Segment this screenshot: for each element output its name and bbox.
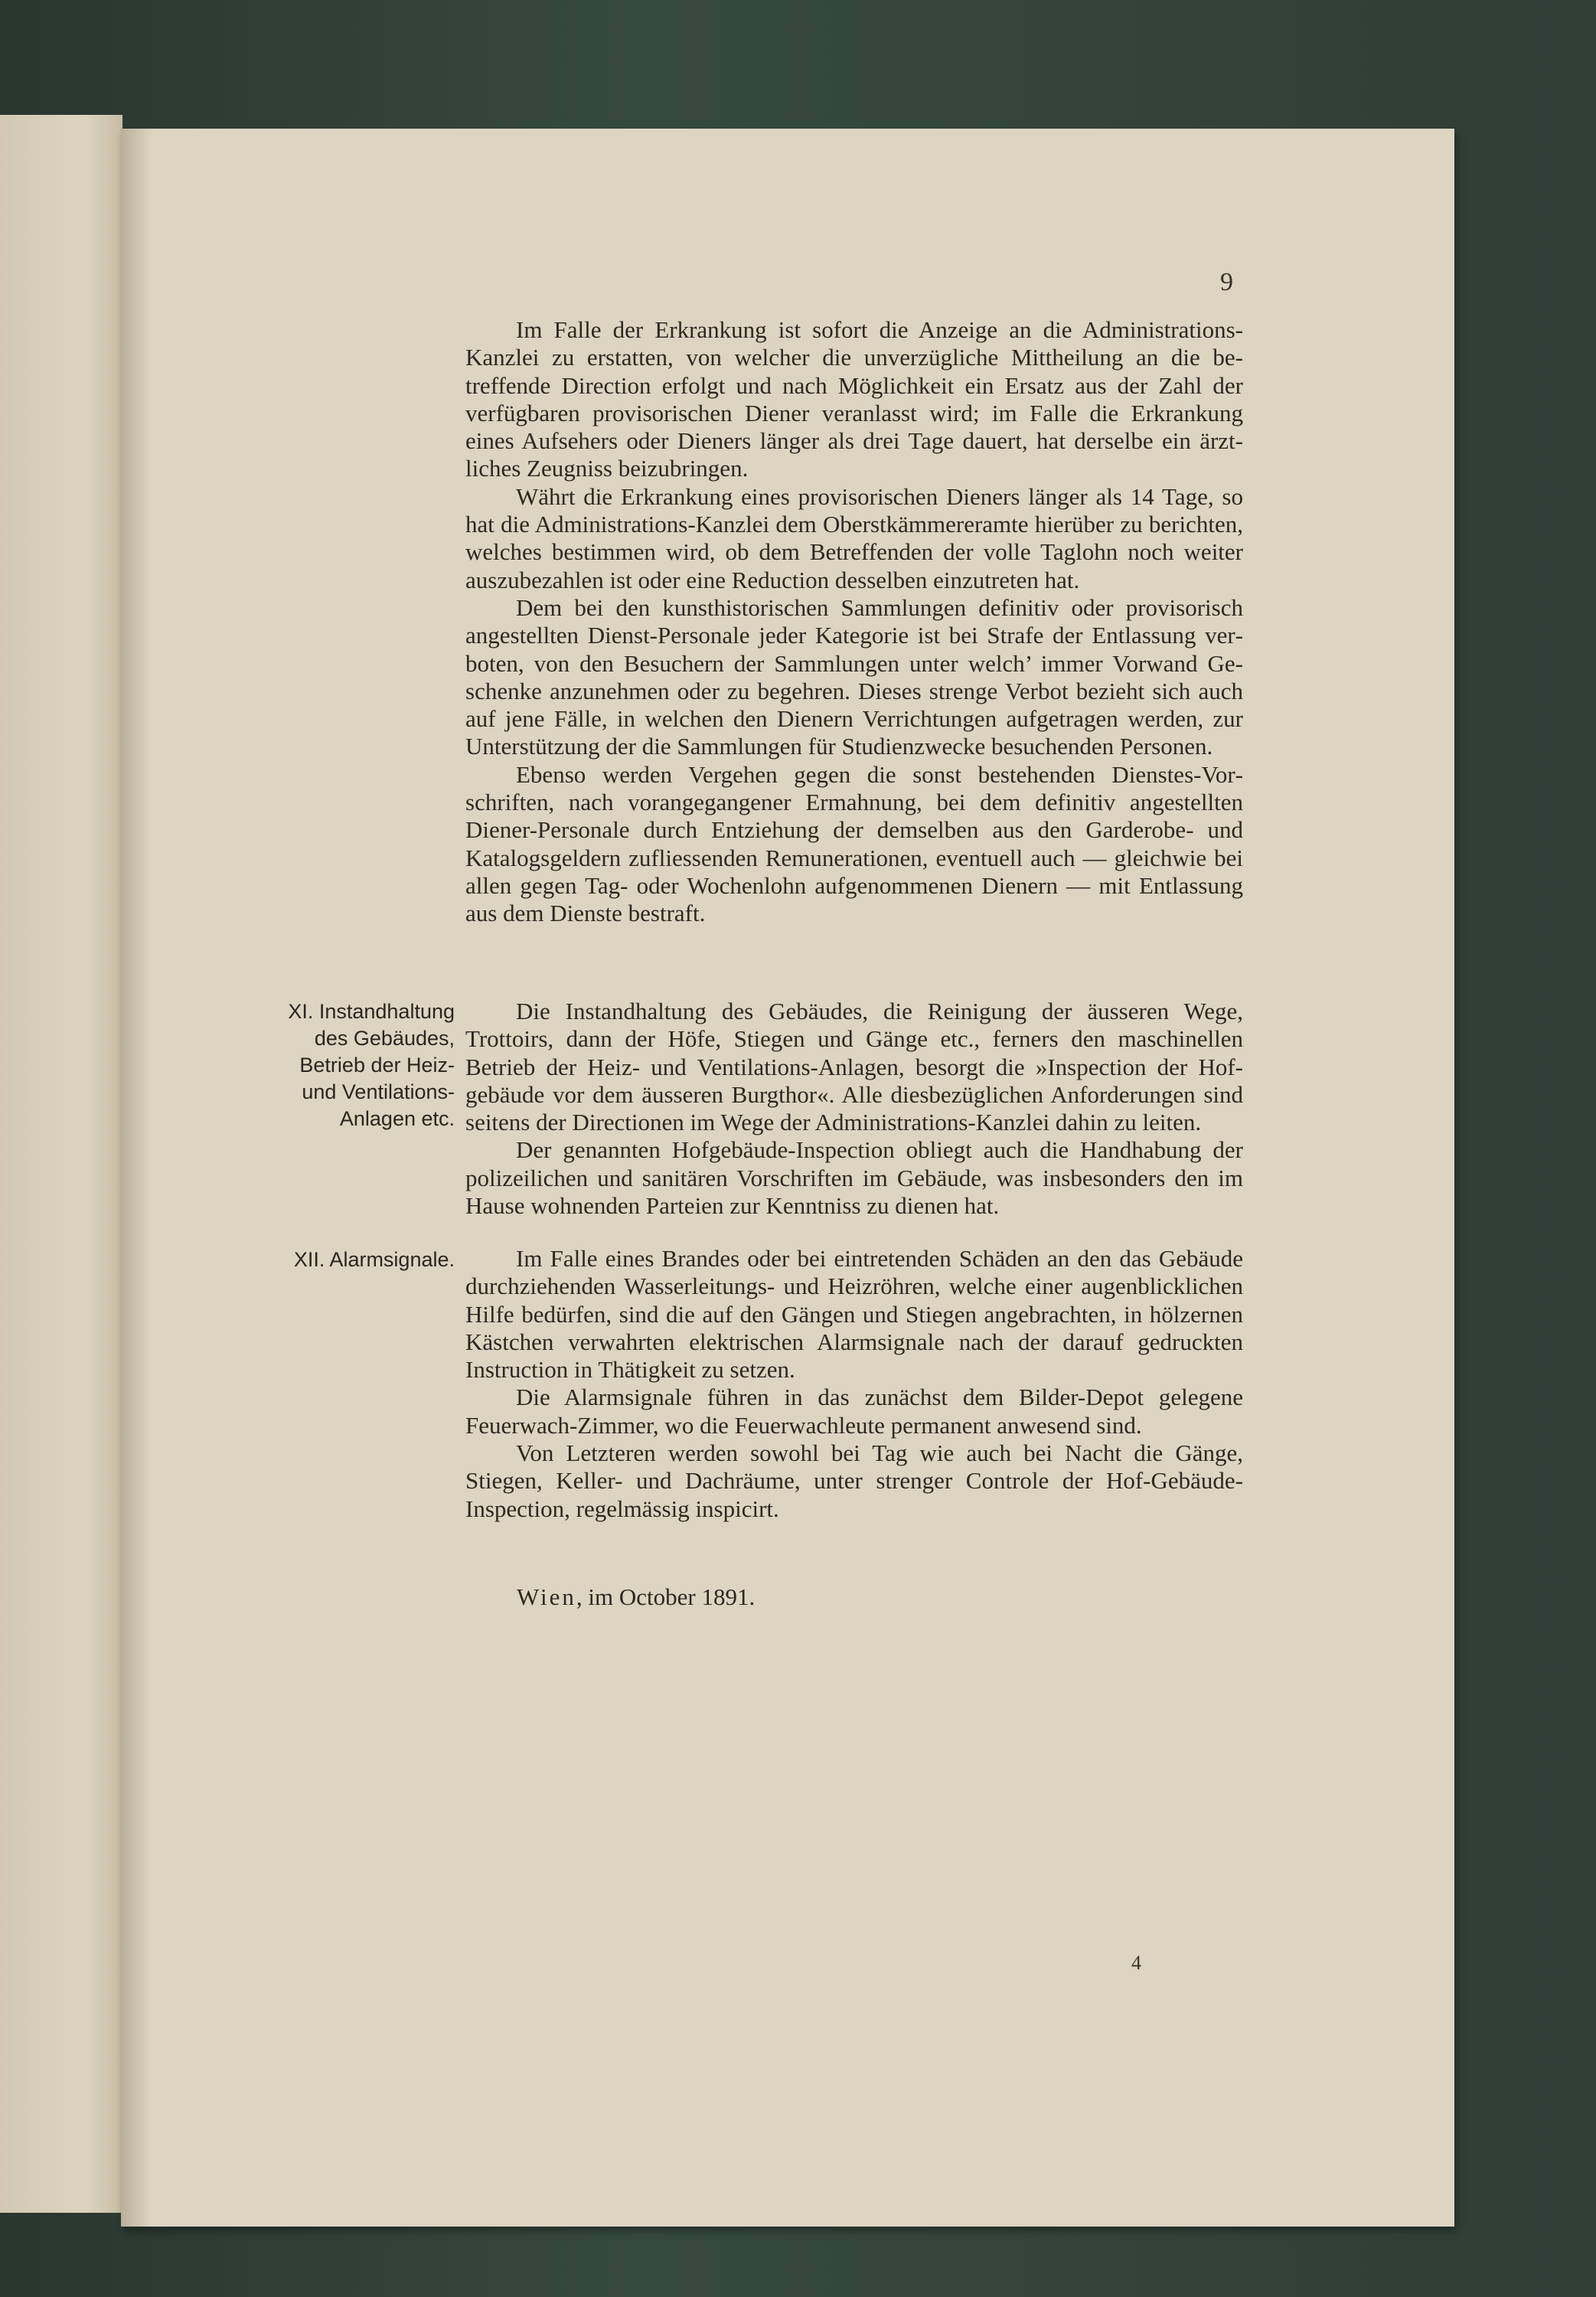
closing-date-line xyxy=(517,1583,976,1611)
heading-line: Betrieb der Heiz- xyxy=(299,1054,455,1077)
heading-line: und Ventilations- xyxy=(302,1080,455,1103)
heading-line: des Gebäudes, xyxy=(314,1027,455,1050)
gutter-shadow xyxy=(121,129,152,2227)
section-intro xyxy=(465,316,1243,928)
paragraph: Ebenso werden Vergehen gegen die sonst bestehenden Dienstes-Vorschriften, nach vorangegangener Ermahnung, bei dem definitiv angestellten Diener-Personale durch Entziehung der demselben aus den Garderobe- und Katalogsgeldern zufliessenden Remunerationen, eventuell auch — gleichwie bei allen gegen Tag- oder Wochenlohn aufgenommenen Dienern — mit Entlassung aus dem Dienste bestraft. xyxy=(465,760,1243,927)
paragraph: Von Letzteren werden sowohl bei Tag wie auch bei Nacht die Gänge, Stiegen, Keller- und Dachräume, unter strenger Controle der Hof-Gebäude-Inspection, regelmässig inspicirt. xyxy=(465,1439,1243,1522)
paragraph: Der genannten Hofgebäude-Inspection obliegt auch die Handhabung der polizeilichen und sanitären Vorschriften im Gebäude, was insbesonders den im Hause wohnenden Parteien zur Kenntniss zu dienen hat. xyxy=(465,1136,1243,1220)
paragraph: Im Falle der Erkrankung ist sofort die Anzeige an die Administrations-Kanzlei zu erstatten, von welcher die unverzügliche Mittheilung an die betreffende Direction erfolgt und nach Möglichkeit ein Ersatz aus der Zahl der verfügbaren provisorischen Diener veranlasst wird; im Falle die Erkrankung eines Aufsehers oder Dieners länger als drei Tage dauert, hat derselbe ein ärztliches Zeugniss beizubringen. xyxy=(465,316,1243,482)
closing-place: Wien xyxy=(517,1583,576,1610)
section-xi-text xyxy=(465,998,1243,1220)
section-xii-text xyxy=(465,1245,1243,1523)
page-number: 9 xyxy=(1220,268,1233,296)
section-xii-heading xyxy=(248,1247,455,1273)
paragraph: Im Falle eines Brandes oder bei eintretenden Schäden an den das Gebäude durchziehenden Wasserleitungs- und Heizröhren, welche einer augenblicklichen Hilfe bedürfen, sind die auf den Gängen und Stiegen angebrachten, in hölzernen Kästchen verwahrten elektrischen Alarmsignale nach der darauf gedruckten Instruction in Thätigkeit zu setzen. xyxy=(465,1245,1243,1384)
paragraph: Die Instandhaltung des Gebäudes, die Reinigung der äusseren Wege, Trottoirs, dann der Höfe, Stiegen und Gänge etc., ferners den maschinellen Betrieb der Heiz- und Ventilations-Anlagen, besorgt die »Inspection der Hofgebäude vor dem äusseren Burgthor«. Alle diesbezüglichen Anforderungen sind seitens der Directionen im Wege der Administrations-Kanzlei dahin zu leiten. xyxy=(465,998,1243,1136)
heading-line: Anlagen etc. xyxy=(339,1107,455,1130)
paragraph: Währt die Erkrankung eines provisorischen Dieners länger als 14 Tage, so hat die Administrations-Kanzlei dem Oberstkämmereramte hierüber zu berichten, welches bestimmen wird, ob dem Betreffenden der volle Taglohn noch weiter auszubezahlen ist oder eine Reduction desselben einzutreten hat. xyxy=(465,482,1243,593)
paragraph: Die Alarmsignale führen in das zunächst dem Bilder-Depot gelegene Feuerwach-Zimmer, wo die Feuerwachleute permanent anwesend sind. xyxy=(465,1384,1243,1439)
heading-line: XII. Alarmsignale. xyxy=(293,1248,455,1271)
section-xi-heading xyxy=(248,998,455,1132)
facing-page-edge xyxy=(0,115,122,2213)
document-page xyxy=(121,129,1454,2227)
closing-date: , im October 1891. xyxy=(576,1583,756,1610)
paragraph: Dem bei den kunsthistorischen Sammlungen definitiv oder provisorisch angestellten Dienst-Personale jeder Kategorie ist bei Strafe der Entlassung verboten, von den Besuchern der Sammlungen unter welch’ immer Vorwand Geschenke anzunehmen oder zu begehren. Dieses strenge Verbot bezieht sich auch auf jene Fälle, in welchen den Dienern Verrichtungen aufgetragen werden, zur Unterstützung der die Sammlungen für Studienzwecke besuchenden Personen. xyxy=(465,593,1243,760)
heading-line: XI. Instandhaltung xyxy=(288,1000,455,1023)
sheet-number: 4 xyxy=(1131,1952,1141,1974)
